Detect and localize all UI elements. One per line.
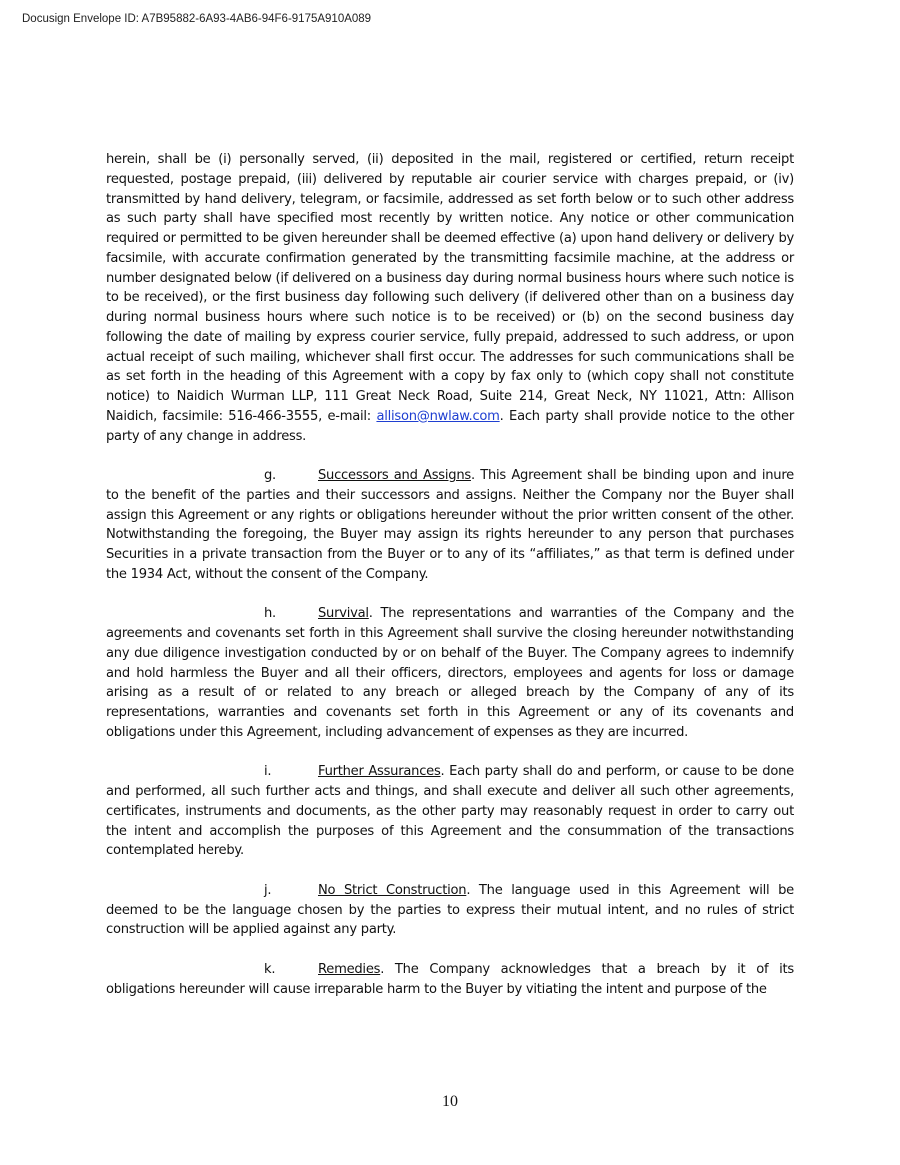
notice-paragraph [106, 150, 794, 446]
section-text: . The representations and warranties of the Company and the agreements and covenants set forth in this Agreement shall survive the closing hereunder notwithstanding any due diligence investigation conducted by or on behalf of the Buyer. The Company agrees to indemnify and hold harmless the Buyer and all their officers, directors, employees and agents for loss or damage arising as a result of or related to any breach or alleged breach by the Company of any of its representations, warranties and covenants set forth in this Agreement or any of its covenants and obligations under this Agreement, including advancement of expenses as they are incurred. [106, 606, 794, 740]
section-number: h. [264, 606, 276, 622]
section-successors-and-assigns [106, 466, 794, 585]
document-body [106, 150, 794, 1019]
section-text: . The language used in this Agreement will be deemed to be the language chosen by the parties to express their mutual intent, and no rules of strict construction will be applied against any party. [106, 882, 794, 938]
section-heading: Remedies [318, 961, 381, 977]
section-remedies [106, 960, 794, 1000]
notice-text-end: . Each party shall provide notice to the other party of any change in address. [106, 408, 794, 444]
section-number: j. [264, 882, 272, 898]
section-number: i. [264, 764, 272, 780]
section-number: g. [264, 468, 276, 483]
email-link[interactable]: allison@nwlaw.com [376, 408, 500, 424]
docusign-envelope-id: Docusign Envelope ID: A7B95882-6A93-4AB6-94F6-9175A910A089 [22, 13, 372, 25]
notice-text: herein, shall be (i) personally served, (ii) deposited in the mail, registered or certified, return receipt requested, postage prepaid, (iii) delivered by reputable air courier service with charges prepaid, or (iv) transmitted by hand delivery, telegram, or facsimile, addressed as set forth below or to such other address as such party shall have specified most recently by written notice. Any notice or other communication required or permitted to be given hereunder shall be deemed effective (a) upon hand delivery or delivery by facsimile, with accurate confirmation generated by the transmitting facsimile machine, at the address or number designated below (if delivered on a business day during normal business hours where such notice is to be received), or the first business day following such delivery (if delivered other than on a business day during normal business hours where such notice is to be received) or (b) on the second business day following the date of mailing by express courier service, fully prepaid, addressed to such address, or upon actual receipt of such mailing, whichever shall first occur. The addresses for such communications shall be as set forth in the heading of this Agreement with a copy by fax only to (which copy shall not constitute notice) to Naidich Wurman LLP, 111 Great Neck Road, Suite 214, Great Neck, NY 11021, Attn: Allison Naidich, facsimile: 516-466-3555, e-mail: [106, 152, 794, 424]
section-text: . This Agreement shall be binding upon and inure to the benefit of the parties and their successors and assigns. Neither the Company nor the Buyer shall assign this Agreement or any rights or obligations hereunder without the prior written consent of the other. Notwithstanding the foregoing, the Buyer may assign its rights hereunder to any person that purchases Securities in a private transaction from the Buyer or to any of its “affiliates,” as that term is defined under the 1934 Act, without the consent of the Company. [106, 468, 794, 582]
section-survival [106, 604, 794, 742]
section-heading: Survival [318, 606, 369, 622]
section-heading: Further Assurances [318, 764, 441, 780]
section-further-assurances [106, 762, 794, 861]
section-text: . The Company acknowledges that a breach by it of its obligations hereunder will cause irreparable harm to the Buyer by vitiating the intent and purpose of the [106, 961, 794, 997]
section-number: k. [264, 961, 276, 977]
section-no-strict-construction [106, 881, 794, 940]
section-heading: No Strict Construction [318, 882, 467, 898]
section-heading: Successors and Assigns [318, 468, 471, 483]
section-text: . Each party shall do and perform, or cause to be done and performed, all such further acts and things, and shall execute and deliver all such other agreements, certificates, instruments and documents, as the other party may reasonably request in order to carry out the intent and accomplish the purposes of this Agreement and the consummation of the transactions contemplated hereby. [106, 764, 794, 859]
page-number: 10 [442, 1093, 458, 1110]
